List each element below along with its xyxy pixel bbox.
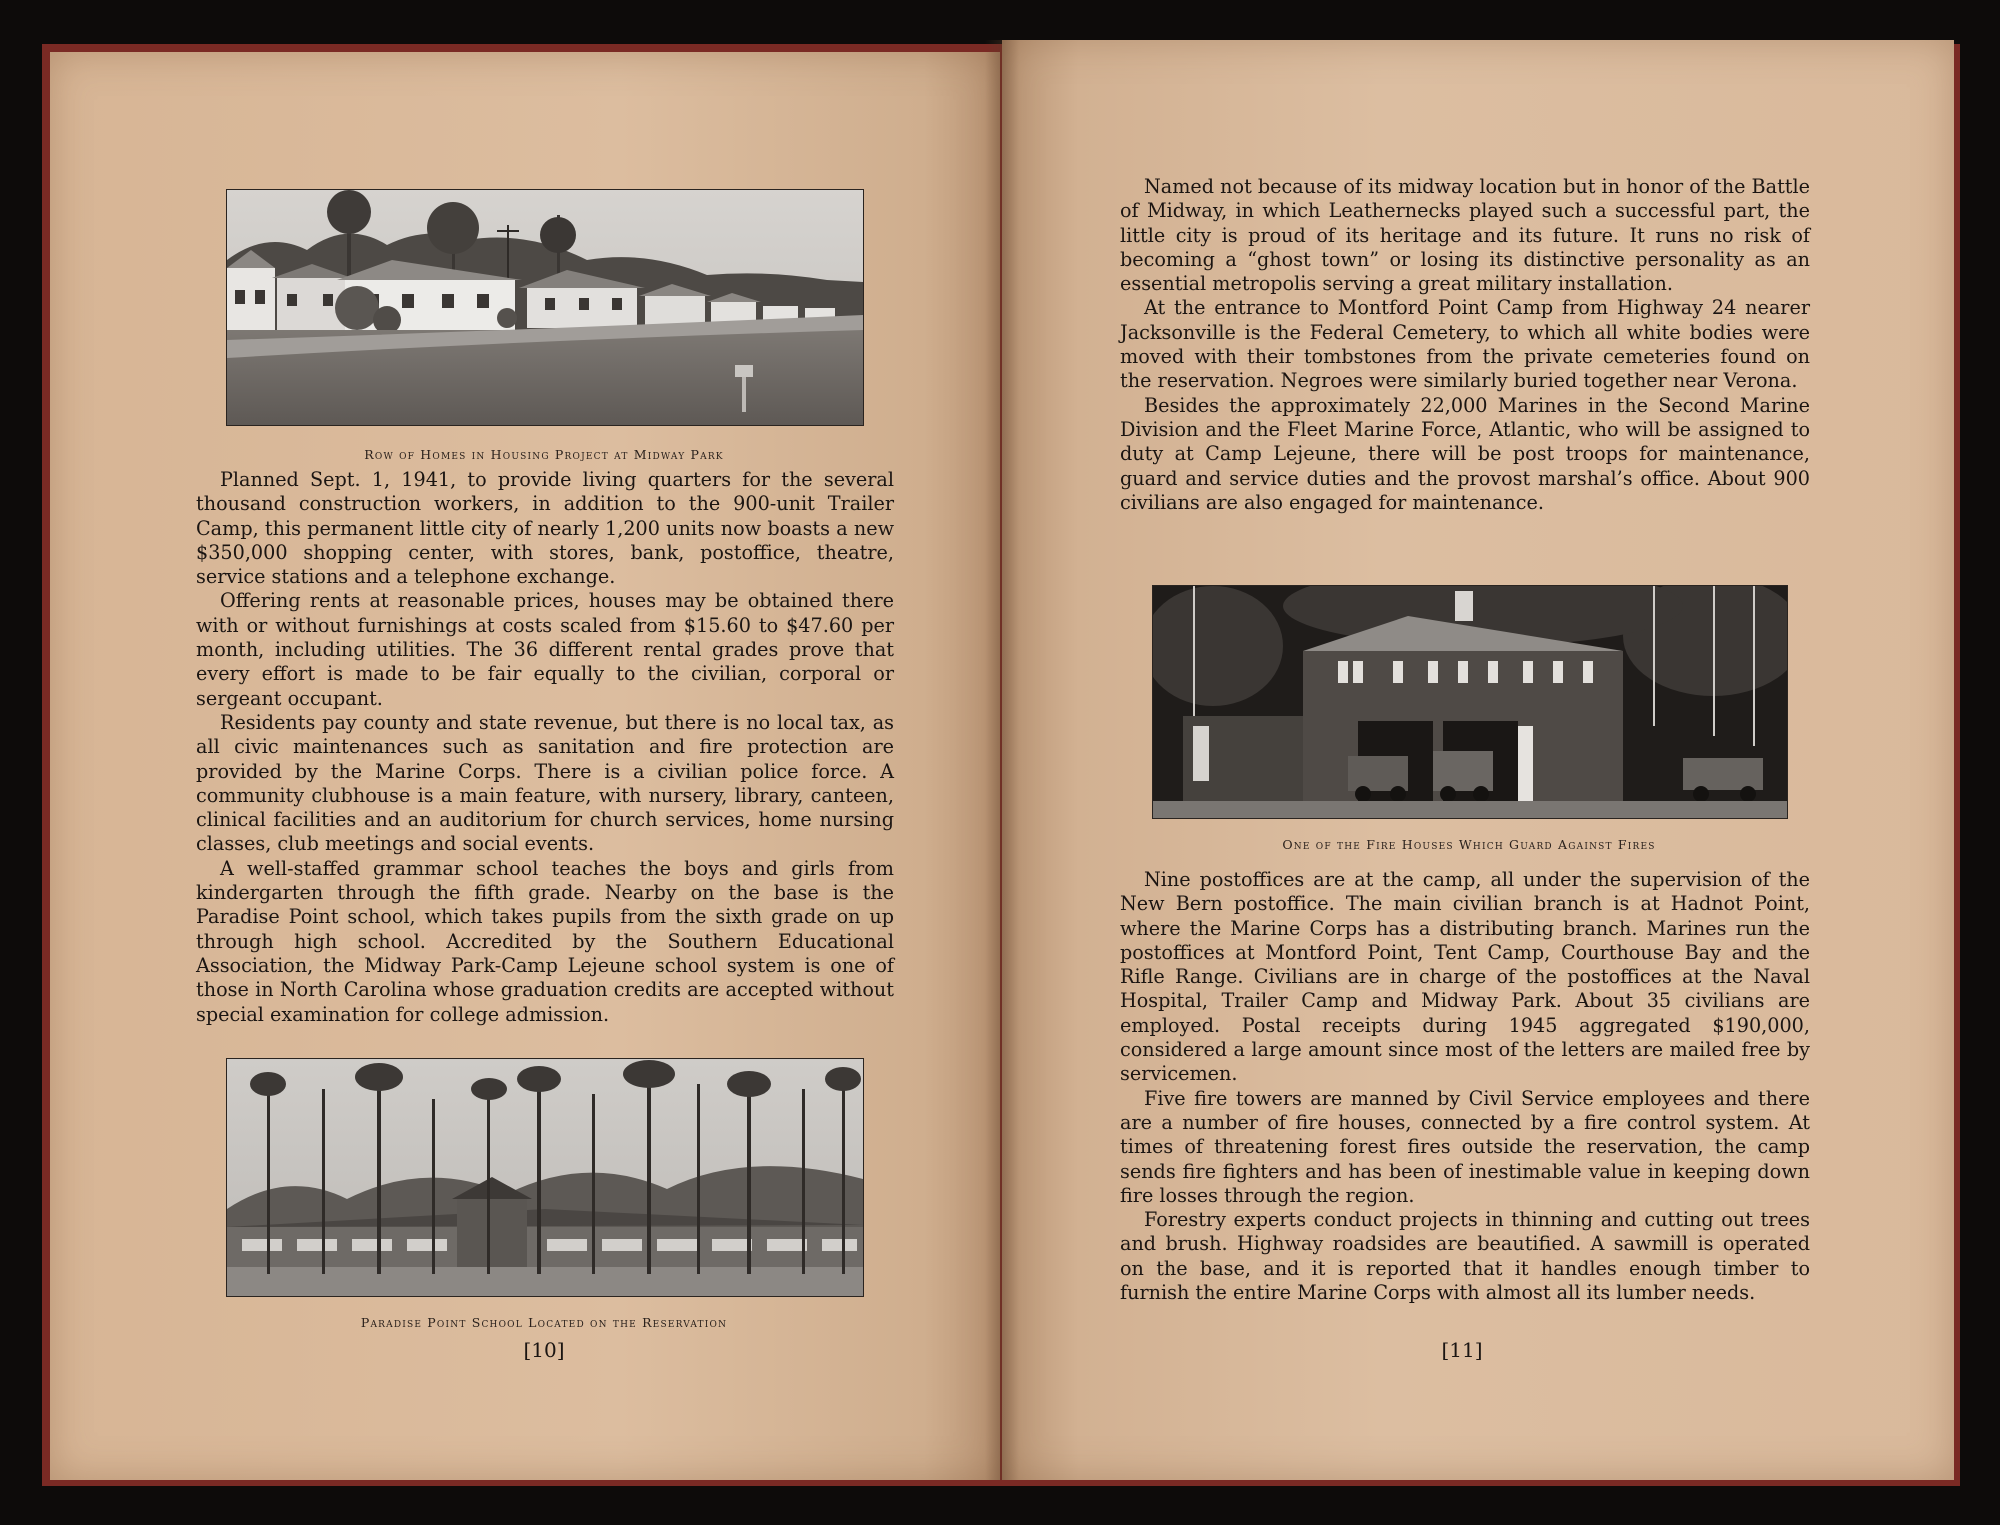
paragraph: Planned Sept. 1, 1941, to provide living quarters for the several thousand construction workers, in addition to the 900-unit Trailer Camp, this permanent little city of nearly 1,200 units now boasts a new $350,000 shopping center, with stores, bank, postoffice, theatre, service stations and a telephone exchange. bbox=[196, 468, 894, 589]
left-body-text bbox=[196, 468, 894, 1027]
page-number: [10] bbox=[523, 1338, 565, 1362]
school-photo bbox=[227, 1059, 863, 1296]
photo-caption-school: Paradise Point School Located on the Reservation bbox=[360, 1315, 728, 1330]
photo-housing-project bbox=[226, 189, 864, 426]
paragraph: At the entrance to Montford Point Camp from Highway 24 nearer Jacksonville is the Federal Cemetery, to which all white bodies were moved with their tombstones from the private cemeteries found on the reservation. Negroes were similarly buried together near Verona. bbox=[1120, 296, 1810, 393]
paragraph: Forestry experts conduct projects in thinning and cutting out trees and brush. Highway roadsides are beautified. A sawmill is operated on the base, and it is reported that it handles enough timber to furnish the entire Marine Corps with almost all its lumber needs. bbox=[1120, 1208, 1810, 1305]
photo-caption-fire-house: One of the Fire Houses Which Guard Against Fires bbox=[1282, 837, 1656, 852]
left-page bbox=[50, 52, 1000, 1480]
right-body-text-bottom bbox=[1120, 868, 1810, 1305]
right-body-text-top bbox=[1120, 175, 1810, 515]
spine-gutter bbox=[985, 40, 1019, 1480]
paragraph: A well-staffed grammar school teaches the boys and girls from kindergarten through the fifth grade. Nearby on the base is the Paradise Point school, which takes pupils from the sixth grade on up through high school. Accredited by the Southern Educational Association, the Midway Park-Camp Lejeune school system is one of those in North Carolina whose graduation credits are accepted without special examination for college admission. bbox=[196, 856, 894, 1026]
fire-house-photo bbox=[1153, 586, 1787, 818]
photo-fire-house bbox=[1152, 585, 1788, 819]
housing-project-photo bbox=[227, 190, 863, 425]
photo-caption-housing: Row of Homes in Housing Project at Midway Park bbox=[364, 447, 724, 462]
right-page bbox=[1002, 40, 1954, 1480]
paragraph: Besides the approximately 22,000 Marines in the Second Marine Division and the Fleet Marine Force, Atlantic, who will be assigned to duty at Camp Lejeune, there will be post troops for maintenance, guard and service duties and the provost marshal’s office. About 900 civilians are also engaged for maintenance. bbox=[1120, 393, 1810, 514]
paragraph: Named not because of its midway location but in honor of the Battle of Midway, in which Leathernecks played such a successful part, the little city is proud of its heritage and its future. It runs no risk of becoming a “ghost town” or losing its distinctive personality as an essential metropolis serving a great military installation. bbox=[1120, 175, 1810, 296]
photo-paradise-point-school bbox=[226, 1058, 864, 1297]
paragraph: Nine postoffices are at the camp, all under the supervision of the New Bern postoffice. The main civilian branch is at Hadnot Point, where the Marine Corps has a distributing branch. Marines run the postoffices at Montford Point, Tent Camp, Courthouse Bay and the Rifle Range. Civilians are in charge of the postoffices at the Naval Hospital, Trailer Camp and Midway Park. About 35 civilians are employed. Postal receipts during 1945 aggregated $190,000, considered a large amount since most of the letters are mailed free by servicemen. bbox=[1120, 868, 1810, 1086]
page-number: [11] bbox=[1441, 1338, 1483, 1362]
paragraph: Offering rents at reasonable prices, houses may be obtained there with or without furnishings at costs scaled from $15.60 to $47.60 per month, including utilities. The 36 different rental grades prove that every effort is made to be fair equally to the civilian, corporal or sergeant occupant. bbox=[196, 589, 894, 710]
paragraph: Residents pay county and state revenue, but there is no local tax, as all civic maintenances such as sanitation and fire protection are provided by the Marine Corps. There is a civilian police force. A community clubhouse is a main feature, with nursery, library, canteen, clinical facilities and an auditorium for church services, home nursing classes, club meetings and social events. bbox=[196, 710, 894, 856]
paragraph: Five fire towers are manned by Civil Service employees and there are a number of fire houses, connected by a fire control system. At times of threatening forest fires outside the reservation, the camp sends fire fighters and has been of inestimable value in keeping down fire losses through the region. bbox=[1120, 1086, 1810, 1207]
